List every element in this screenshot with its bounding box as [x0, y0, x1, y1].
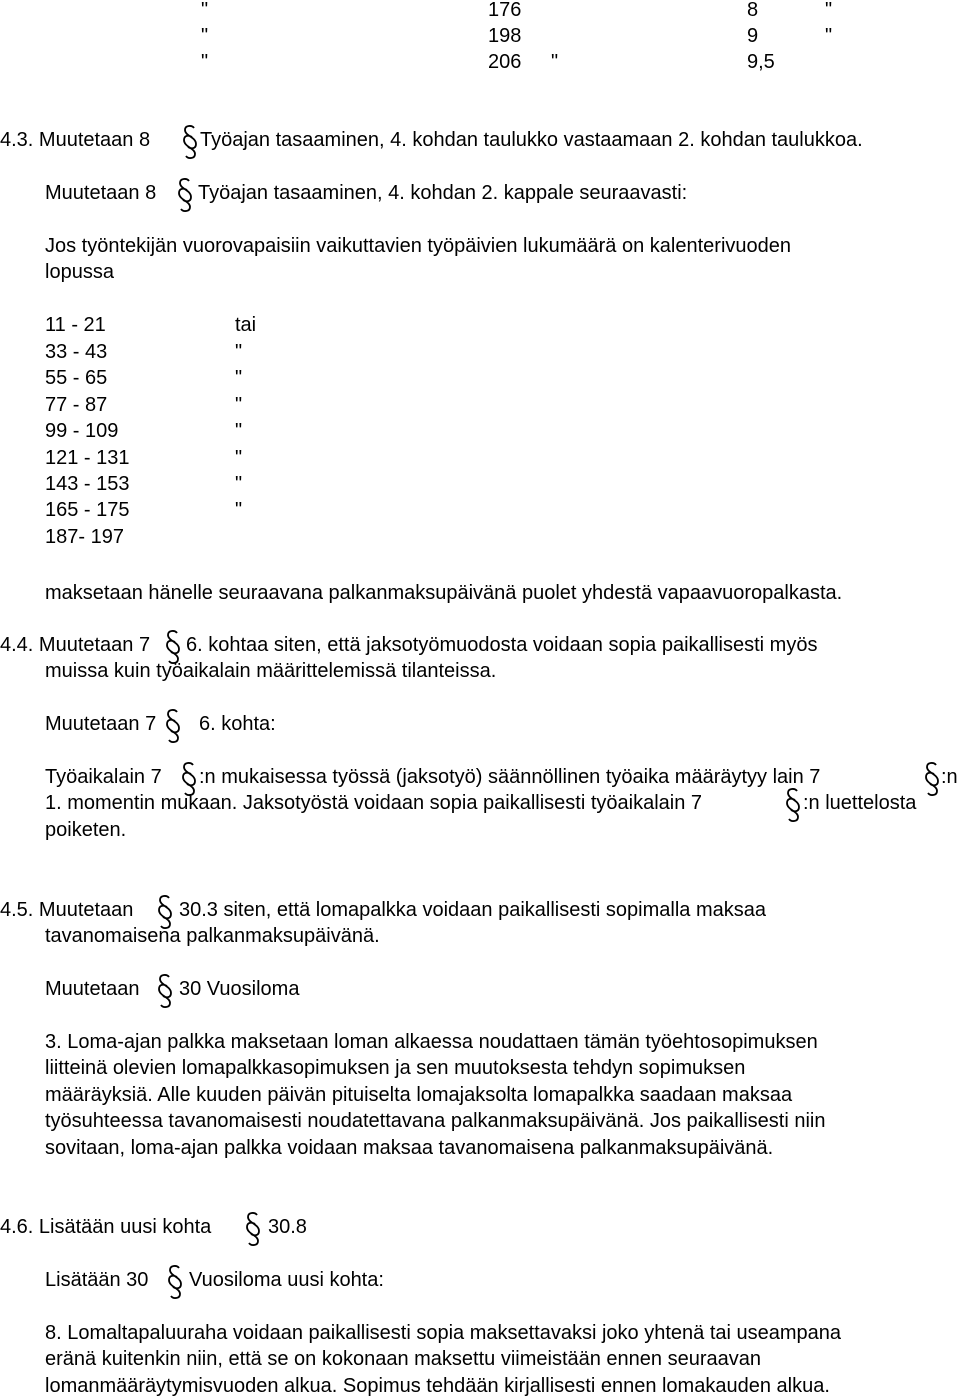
range-value: 143 - 153 [45, 473, 130, 495]
table-value: 198 [488, 25, 522, 47]
paragraph-text: Työaikalain 7 [45, 766, 162, 788]
paragraph-text: Muutetaan 8 [45, 182, 157, 204]
section-heading: 4.4. Muutetaan 7 [0, 634, 151, 656]
range-word: tai [235, 314, 257, 336]
paragraph-text: 3. Loma-ajan palkka maksetaan loman alkaessa noudattaen tämän työehtosopimuksen [45, 1031, 818, 1053]
table-value: 9,5 [747, 51, 775, 73]
ditto-mark: " [825, 0, 833, 21]
paragraph-text: Vuosiloma uusi kohta: [189, 1269, 384, 1291]
paragraph-text: lomanmääräytymisvuoden alkua. Sopimus tehdään kirjallisesti ennen lomakauden alkua. [45, 1375, 830, 1397]
section-heading: 30.3 siten, että lomapalkka voidaan paikallisesti sopimalla maksaa [179, 899, 766, 921]
range-value: 99 - 109 [45, 420, 119, 442]
section-heading: 4.6. Lisätään uusi kohta [0, 1216, 212, 1238]
section-heading: muissa kuin työaikalain määrittelemissä tilanteissa. [45, 660, 497, 682]
ditto-mark: " [201, 0, 209, 21]
ditto-mark: " [201, 51, 209, 73]
section-heading: 4.5. Muutetaan [0, 899, 134, 921]
section-sign-icon [175, 178, 195, 212]
paragraph-text: Muutetaan 7 [45, 713, 157, 735]
paragraph-text: Työajan tasaaminen, 4. kohdan 2. kappale seuraavasti: [198, 182, 688, 204]
ditto-mark: " [825, 25, 833, 47]
paragraph-text: lopussa [45, 261, 114, 283]
paragraph-text: Lisätään 30 [45, 1269, 149, 1291]
paragraph-text: 1. momentin mukaan. Jaksotyöstä voidaan sopia paikallisesti työaikalain 7 [45, 792, 703, 814]
range-value: 77 - 87 [45, 394, 108, 416]
paragraph-text: :n mukaisessa työssä (jaksotyö) säännöllinen työaika määräytyy lain 7 [199, 766, 821, 788]
section-heading: 4.3. Muutetaan 8 [0, 129, 151, 151]
paragraph-text: 8. Lomaltapaluuraha voidaan paikallisesti sopia maksettavaksi joko yhtenä tai useampana [45, 1322, 842, 1344]
ditto-mark: " [235, 447, 243, 469]
paragraph-text: 6. kohta: [199, 713, 276, 735]
section-heading: 30.8 [268, 1216, 307, 1238]
ditto-mark: " [235, 420, 243, 442]
ditto-mark: " [235, 341, 243, 363]
ditto-mark: " [551, 51, 559, 73]
range-value: 187- 197 [45, 526, 124, 548]
section-heading: Työajan tasaaminen, 4. kohdan taulukko vastaamaan 2. kohdan taulukkoa. [200, 129, 863, 151]
section-heading: 6. kohtaa siten, että jaksotyömuodosta voidaan sopia paikallisesti myös [186, 634, 818, 656]
paragraph-text: maksetaan hänelle seuraavana palkanmaksupäivänä puolet yhdestä vapaavuoropalkasta. [45, 582, 843, 604]
paragraph-text: eränä kuitenkin niin, että se on kokonaan maksettu viimeistään ennen seuraavan [45, 1348, 762, 1370]
paragraph-text: poiketen. [45, 819, 127, 841]
paragraph-text: liitteinä olevien lomapalkkasopimuksen ja sen muutoksesta tehdyn sopimuksen [45, 1057, 746, 1079]
paragraph-text: :n [941, 766, 958, 788]
section-sign-icon [243, 1212, 263, 1246]
ditto-mark: " [235, 499, 243, 521]
range-value: 121 - 131 [45, 447, 130, 469]
ditto-mark: " [235, 367, 243, 389]
table-value: 9 [747, 25, 759, 47]
table-value: 176 [488, 0, 522, 21]
paragraph-text: 30 Vuosiloma [179, 978, 300, 1000]
range-value: 55 - 65 [45, 367, 108, 389]
section-sign-icon [783, 788, 803, 822]
section-sign-icon [922, 762, 942, 796]
table-value: 8 [747, 0, 759, 21]
section-sign-icon [165, 1265, 185, 1299]
section-sign-icon [180, 125, 200, 159]
section-heading: tavanomaisena palkanmaksupäivänä. [45, 925, 380, 947]
ditto-mark: " [235, 394, 243, 416]
range-value: 33 - 43 [45, 341, 108, 363]
paragraph-text: Jos työntekijän vuorovapaisiin vaikuttavien työpäivien lukumäärä on kalenterivuoden [45, 235, 791, 257]
section-sign-icon [163, 709, 183, 743]
section-sign-icon [155, 974, 175, 1008]
ditto-mark: " [235, 473, 243, 495]
range-value: 165 - 175 [45, 499, 130, 521]
paragraph-text: määräyksiä. Alle kuuden päivän pituiselta lomajaksolta lomapalkka saadaan maksaa [45, 1084, 793, 1106]
paragraph-text: Muutetaan [45, 978, 140, 1000]
paragraph-text: työsuhteessa tavanomaisesti noudatettavana palkanmaksupäivänä. Jos paikallisesti niin [45, 1110, 826, 1132]
paragraph-text: sovitaan, loma-ajan palkka voidaan maksaa tavanomaisena palkanmaksupäivänä. [45, 1137, 774, 1159]
paragraph-text: :n luettelosta [803, 792, 917, 814]
ditto-mark: " [201, 25, 209, 47]
table-value: 206 [488, 51, 522, 73]
range-value: 11 - 21 [45, 314, 106, 336]
